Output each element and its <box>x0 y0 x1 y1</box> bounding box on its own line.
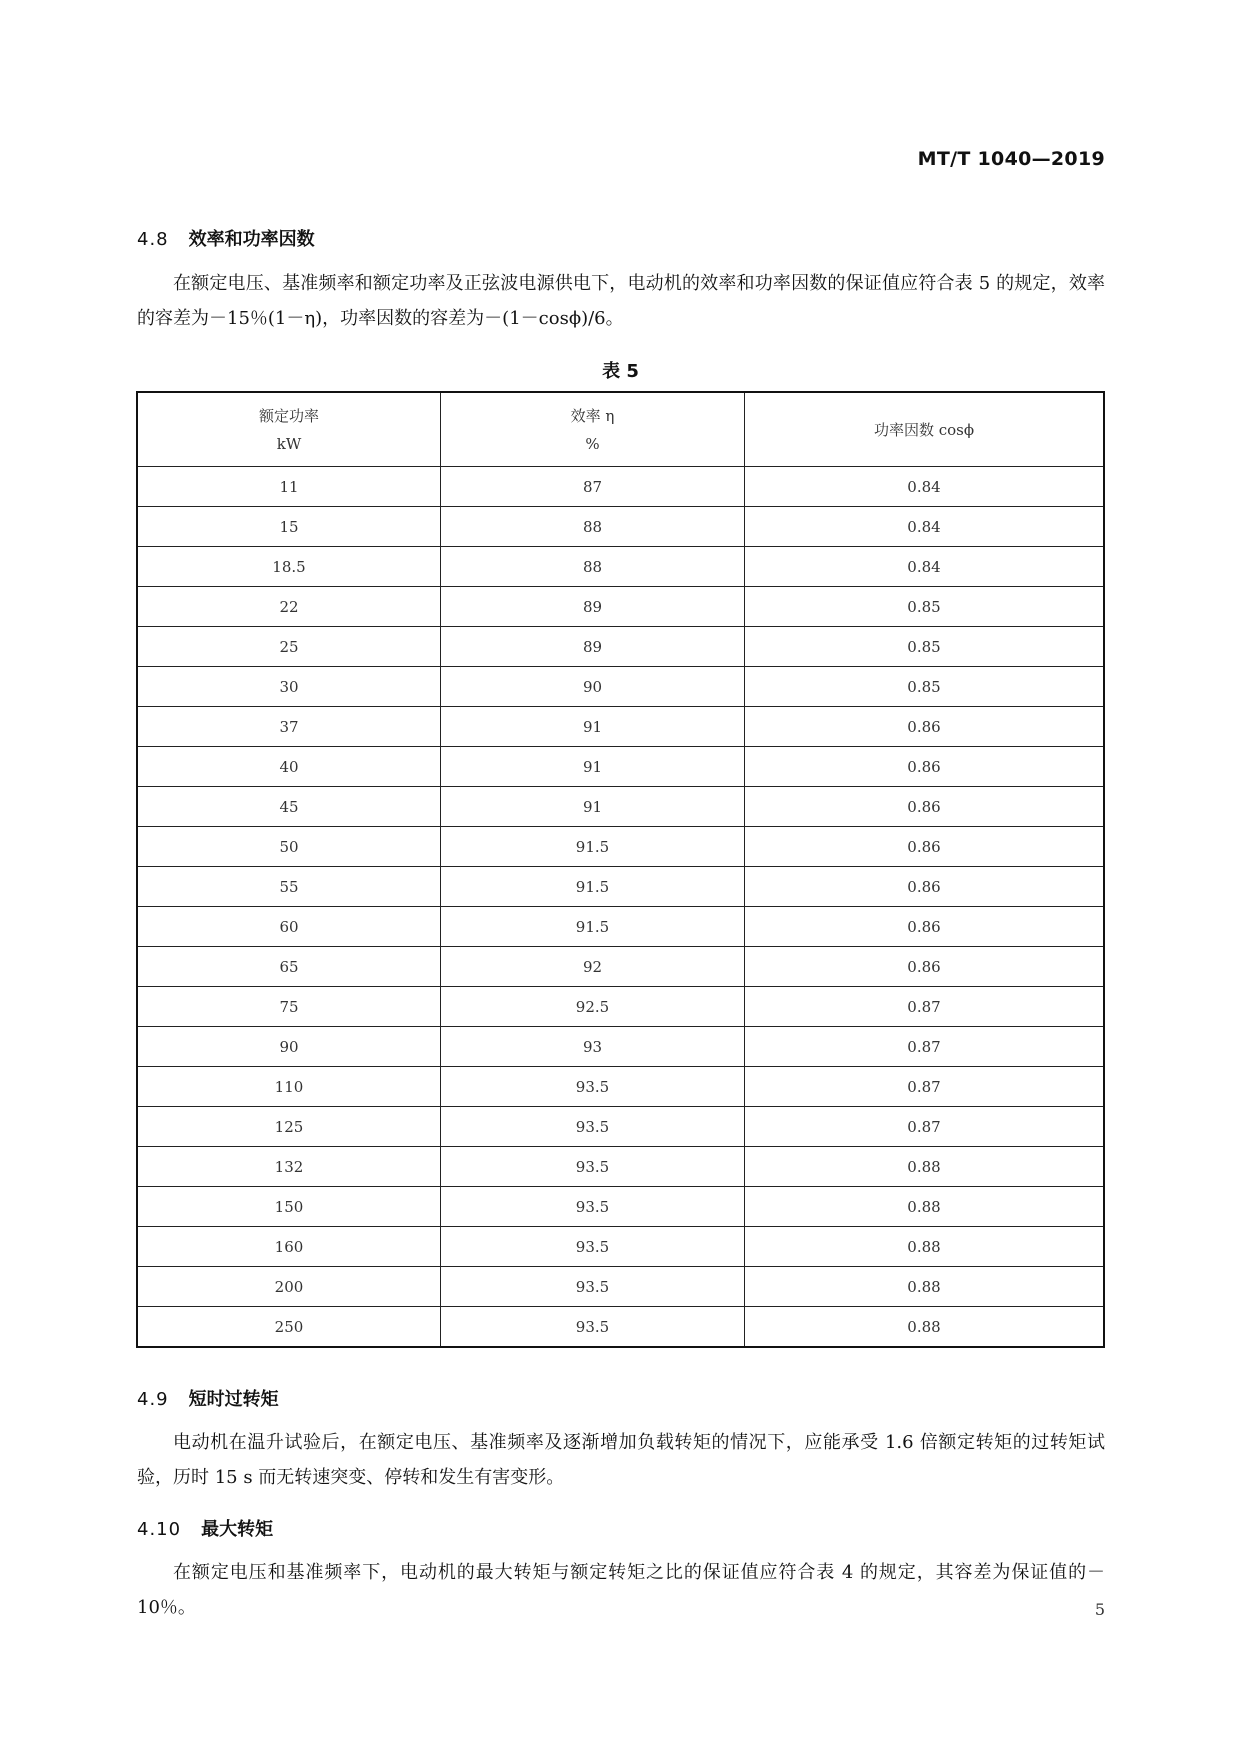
cell-efficiency: 93.5 <box>441 1147 745 1187</box>
table-row <box>137 987 1104 1027</box>
cell-power-factor: 0.86 <box>745 707 1105 747</box>
cell-efficiency: 90 <box>441 667 745 707</box>
cell-rated-power: 90 <box>137 1027 441 1067</box>
page-number: 5 <box>1094 1600 1105 1619</box>
cell-rated-power: 50 <box>137 827 441 867</box>
cell-rated-power: 65 <box>137 947 441 987</box>
cell-power-factor: 0.86 <box>745 747 1105 787</box>
efficiency-table <box>136 391 1105 1348</box>
cell-power-factor: 0.88 <box>745 1147 1105 1187</box>
table-row <box>137 947 1104 987</box>
header-unit: % <box>585 434 600 453</box>
section-number: 4.8 <box>137 229 169 250</box>
cell-efficiency: 93.5 <box>441 1187 745 1227</box>
cell-rated-power: 110 <box>137 1067 441 1107</box>
table-row <box>137 667 1104 707</box>
table-row <box>137 1187 1104 1227</box>
header-label: 额定功率 <box>258 406 319 425</box>
section-4-10-paragraph: 在额定电压和基准频率下，电动机的最大转矩与额定转矩之比的保证值应符合表 4 的规定，其容差为保证值的－10％。 <box>137 1562 1105 1618</box>
table-row <box>137 467 1104 507</box>
header-efficiency <box>441 392 745 467</box>
section-number: 4.9 <box>137 1389 169 1410</box>
cell-rated-power: 11 <box>137 467 441 507</box>
section-4-10-heading <box>137 1515 273 1541</box>
table-row <box>137 907 1104 947</box>
cell-rated-power: 125 <box>137 1107 441 1147</box>
cell-efficiency: 87 <box>441 467 745 507</box>
cell-efficiency: 93.5 <box>441 1067 745 1107</box>
cell-rated-power: 45 <box>137 787 441 827</box>
section-title: 短时过转矩 <box>188 1389 279 1410</box>
cell-rated-power: 37 <box>137 707 441 747</box>
cell-rated-power: 30 <box>137 667 441 707</box>
cell-power-factor: 0.88 <box>745 1307 1105 1348</box>
cell-power-factor: 0.87 <box>745 1067 1105 1107</box>
cell-power-factor: 0.85 <box>745 667 1105 707</box>
table-row <box>137 1027 1104 1067</box>
cell-efficiency: 88 <box>441 547 745 587</box>
cell-rated-power: 15 <box>137 507 441 547</box>
table-row <box>137 547 1104 587</box>
cell-rated-power: 55 <box>137 867 441 907</box>
section-title: 效率和功率因数 <box>188 229 315 250</box>
cell-power-factor: 0.85 <box>745 627 1105 667</box>
cell-rated-power: 200 <box>137 1267 441 1307</box>
table-title: 表 5 <box>602 361 639 382</box>
cell-power-factor: 0.86 <box>745 827 1105 867</box>
cell-power-factor: 0.85 <box>745 587 1105 627</box>
table-row <box>137 1067 1104 1107</box>
table-row <box>137 1267 1104 1307</box>
table-row <box>137 1307 1104 1348</box>
table-row <box>137 1227 1104 1267</box>
table-row <box>137 787 1104 827</box>
section-title: 最大转矩 <box>201 1519 274 1540</box>
cell-power-factor: 0.88 <box>745 1227 1105 1267</box>
cell-efficiency: 89 <box>441 627 745 667</box>
header-label: 功率因数 cosϕ <box>873 420 975 439</box>
cell-power-factor: 0.84 <box>745 547 1105 587</box>
cell-efficiency: 92 <box>441 947 745 987</box>
table-row <box>137 1147 1104 1187</box>
table-row <box>137 507 1104 547</box>
table-row <box>137 1107 1104 1147</box>
cell-rated-power: 132 <box>137 1147 441 1187</box>
cell-efficiency: 89 <box>441 587 745 627</box>
table-row <box>137 587 1104 627</box>
table-row <box>137 867 1104 907</box>
cell-rated-power: 60 <box>137 907 441 947</box>
section-4-8-heading <box>137 225 315 251</box>
cell-power-factor: 0.88 <box>745 1187 1105 1227</box>
cell-efficiency: 93 <box>441 1027 745 1067</box>
cell-rated-power: 25 <box>137 627 441 667</box>
cell-efficiency: 91 <box>441 747 745 787</box>
header-label: 效率 η <box>570 406 615 425</box>
cell-power-factor: 0.87 <box>745 1107 1105 1147</box>
standard-code: MT/T 1040—2019 <box>917 148 1105 170</box>
cell-efficiency: 91.5 <box>441 867 745 907</box>
cell-efficiency: 93.5 <box>441 1307 745 1348</box>
cell-efficiency: 92.5 <box>441 987 745 1027</box>
header-power-factor <box>745 392 1105 467</box>
cell-efficiency: 88 <box>441 507 745 547</box>
table-header-row <box>137 392 1104 467</box>
cell-efficiency: 91 <box>441 707 745 747</box>
header-unit: kW <box>276 434 302 453</box>
cell-rated-power: 150 <box>137 1187 441 1227</box>
cell-power-factor: 0.86 <box>745 867 1105 907</box>
section-4-9-paragraph: 电动机在温升试验后，在额定电压、基准频率及逐渐增加负载转矩的情况下，应能承受 1.6 倍额定转矩的过转矩试验，历时 15 s 而无转速突变、停转和发生有害变形。 <box>137 1432 1105 1488</box>
cell-efficiency: 91 <box>441 787 745 827</box>
cell-efficiency: 93.5 <box>441 1107 745 1147</box>
cell-power-factor: 0.88 <box>745 1267 1105 1307</box>
cell-power-factor: 0.86 <box>745 907 1105 947</box>
cell-efficiency: 91.5 <box>441 827 745 867</box>
table-row <box>137 747 1104 787</box>
cell-rated-power: 75 <box>137 987 441 1027</box>
section-4-9-heading <box>137 1385 279 1411</box>
cell-power-factor: 0.87 <box>745 1027 1105 1067</box>
section-4-8-paragraph: 在额定电压、基准频率和额定功率及正弦波电源供电下，电动机的效率和功率因数的保证值应符合表 5 的规定，效率的容差为－15％(1－η)，功率因数的容差为－(1－cosϕ)/6。 <box>137 273 1105 329</box>
cell-rated-power: 160 <box>137 1227 441 1267</box>
cell-rated-power: 40 <box>137 747 441 787</box>
cell-power-factor: 0.84 <box>745 467 1105 507</box>
cell-power-factor: 0.86 <box>745 947 1105 987</box>
cell-rated-power: 18.5 <box>137 547 441 587</box>
cell-rated-power: 22 <box>137 587 441 627</box>
table-row <box>137 707 1104 747</box>
section-number: 4.10 <box>137 1519 182 1540</box>
cell-rated-power: 250 <box>137 1307 441 1348</box>
cell-efficiency: 93.5 <box>441 1267 745 1307</box>
cell-efficiency: 93.5 <box>441 1227 745 1267</box>
table-row <box>137 627 1104 667</box>
cell-power-factor: 0.87 <box>745 987 1105 1027</box>
cell-efficiency: 91.5 <box>441 907 745 947</box>
cell-power-factor: 0.86 <box>745 787 1105 827</box>
header-rated-power <box>137 392 441 467</box>
cell-power-factor: 0.84 <box>745 507 1105 547</box>
table-row <box>137 827 1104 867</box>
